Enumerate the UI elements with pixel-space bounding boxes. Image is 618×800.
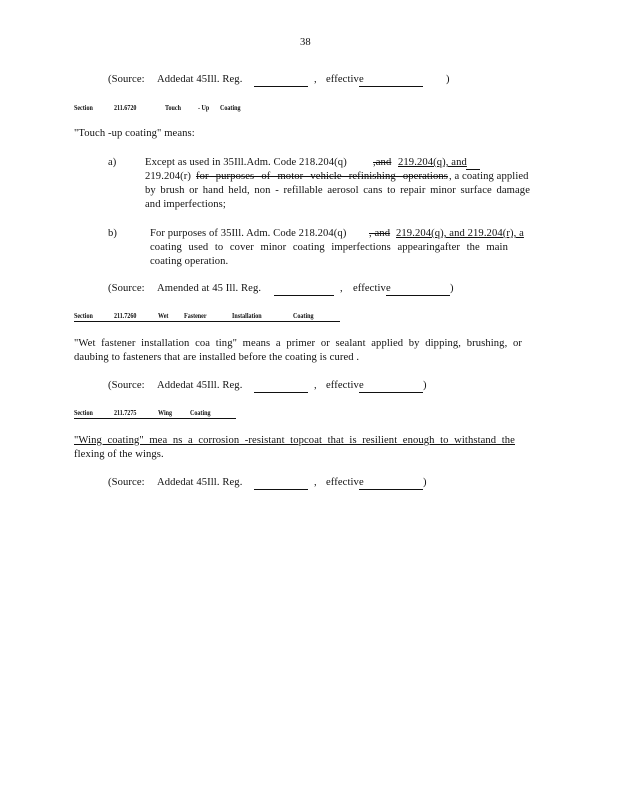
item-marker: b) xyxy=(108,228,118,239)
close-paren: ) xyxy=(423,380,427,391)
source-register: Amended at 45 Ill. Reg. xyxy=(157,283,262,294)
effective-blank xyxy=(359,392,423,393)
section-code: 211.6720 xyxy=(114,103,137,112)
register-blank xyxy=(254,489,308,490)
section-underline xyxy=(74,321,340,322)
section-title-word: - Up xyxy=(198,103,210,112)
section-title-word: Coating xyxy=(190,408,211,417)
item-text: and imperfections; xyxy=(145,199,226,210)
source-label: (Source: xyxy=(108,477,145,488)
source-register: Addedat 45Ill. Reg. xyxy=(157,477,243,488)
comma: , xyxy=(314,477,317,488)
section-title-word: Installation xyxy=(232,311,262,320)
section-title-word: Wet xyxy=(158,311,169,320)
effective-blank xyxy=(359,86,423,87)
section-label: Section xyxy=(74,103,93,112)
section-title-word: Fastener xyxy=(184,311,207,320)
struck-text: ,and xyxy=(373,157,392,168)
register-blank xyxy=(274,295,334,296)
definition-text: "Wet fastener installation coa ting" means a primer or sealant applied by dipping, brushing, or xyxy=(74,338,522,349)
source-label: (Source: xyxy=(108,380,145,391)
definition-text: daubing to fasteners that are installed before the coating is cured . xyxy=(74,352,360,363)
section-title-word: Coating xyxy=(293,311,314,320)
close-paren: ) xyxy=(450,283,454,294)
source-label: (Source: xyxy=(108,74,145,85)
register-blank xyxy=(254,392,308,393)
section-label: Section xyxy=(74,408,93,417)
section-label: Section xyxy=(74,311,93,320)
struck-text: , and xyxy=(369,228,391,239)
comma: , xyxy=(340,283,343,294)
source-register: Addedat 45Ill. Reg. xyxy=(157,380,243,391)
effective-blank xyxy=(359,489,423,490)
comma: , xyxy=(314,380,317,391)
item-text: coating used to cover minor coating imperfections appearingafter the main xyxy=(150,242,508,253)
section-code: 211.7275 xyxy=(114,408,137,417)
register-blank xyxy=(254,86,308,87)
effective-label: effective xyxy=(326,477,364,488)
effective-label: effective xyxy=(326,74,364,85)
item-text: by brush or hand held, non - refillable aerosol cans to repair minor surface damage xyxy=(145,185,530,196)
item-marker: a) xyxy=(108,157,117,168)
close-paren: ) xyxy=(446,74,450,85)
item-text: , a coating applied xyxy=(449,171,529,182)
effective-blank xyxy=(386,295,450,296)
comma: , xyxy=(314,74,317,85)
section-underline xyxy=(74,418,236,419)
section-title-word: Wing xyxy=(158,408,173,417)
section-code: 211.7260 xyxy=(114,311,137,320)
effective-label: effective xyxy=(326,380,364,391)
page-number: 38 xyxy=(300,37,311,48)
definition-text: flexing of the wings. xyxy=(74,449,164,460)
item-text: For purposes of 35Ill. Adm. Code 218.204(q) xyxy=(150,228,347,239)
item-text: coating operation. xyxy=(150,256,229,267)
section-title-word: Touch xyxy=(165,103,181,112)
source-register: Addedat 45Ill. Reg. xyxy=(157,74,243,85)
inserted-text: 219.204(q), and 219.204(r), a xyxy=(396,228,524,239)
underline xyxy=(466,169,480,170)
effective-label: effective xyxy=(353,283,391,294)
source-label: (Source: xyxy=(108,283,145,294)
section-title-word: Coating xyxy=(220,103,241,112)
item-text: Except as used in 35Ill.Adm. Code 218.204(q) xyxy=(145,157,347,168)
definition-text: "Wing coating" mea ns a corrosion -resistant topcoat that is resilient enough to withstand the xyxy=(74,435,515,446)
item-text: 219.204(r) xyxy=(145,171,192,182)
definition-heading: "Touch -up coating" means: xyxy=(74,128,195,139)
struck-text: for purposes of motor vehicle refinishing operations xyxy=(196,171,448,182)
close-paren: ) xyxy=(423,477,427,488)
inserted-text: 219.204(q), and xyxy=(398,157,467,168)
